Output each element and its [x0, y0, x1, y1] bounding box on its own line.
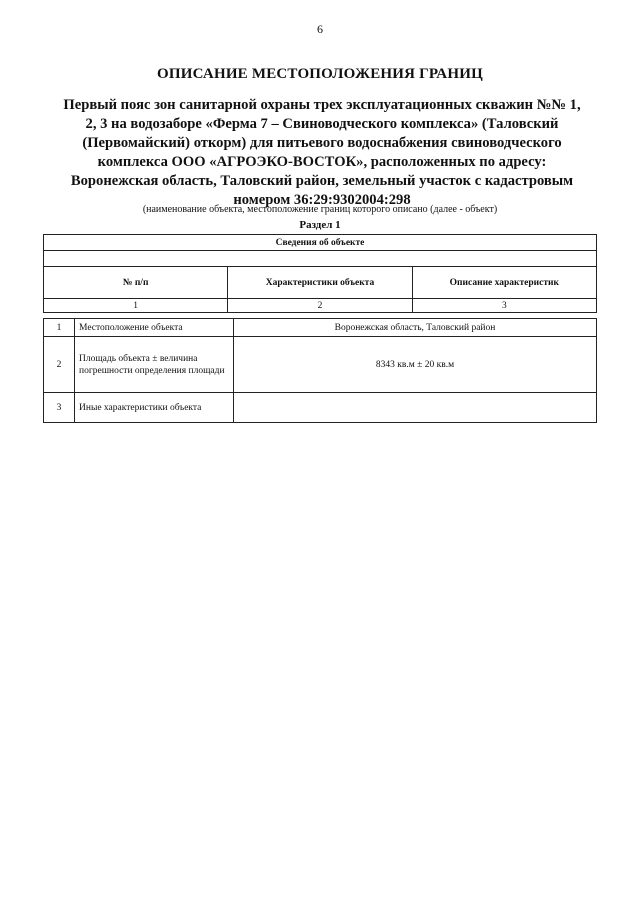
col-header-number: № п/п [44, 267, 228, 299]
row-number: 2 [44, 337, 75, 393]
subtitle-line: Первый пояс зон санитарной охраны трех эксплуатационных скважин №№ 1, [63, 97, 581, 113]
col-header-description: Описание характеристик [412, 267, 596, 299]
row-number: 3 [44, 393, 75, 423]
table-spacer-row [44, 251, 597, 267]
table-row [44, 337, 597, 393]
document-title: ОПИСАНИЕ МЕСТОПОЛОЖЕНИЯ ГРАНИЦ [157, 66, 483, 82]
object-info-table-body [43, 318, 597, 423]
table-row [44, 319, 597, 337]
subtitle-line: Воронежская область, Таловский район, земельный участок с кадастровым [70, 173, 574, 189]
subtitle-line: (Первомайский) откорм) для питьевого водоснабжения свиноводческого [82, 135, 562, 151]
row-number: 1 [44, 319, 75, 337]
section-title: Раздел 1 [299, 219, 341, 231]
col-number-3: 3 [412, 299, 596, 313]
row-characteristic: Местоположение объекта [75, 319, 234, 337]
document-subtitle [44, 96, 600, 210]
object-info-table-header [43, 234, 597, 313]
subtitle-line: номером 36:29:9302004:298 [233, 192, 411, 208]
table-header: Сведения об объекте [44, 235, 597, 251]
row-characteristic: Площадь объекта ± величина погрешности определения площади [75, 337, 234, 393]
subtitle-line: 2, 3 на водозаборе «Ферма 7 – Свиноводческого комплекса» (Таловский [85, 116, 559, 132]
page-number: 6 [317, 22, 323, 36]
col-header-characteristic: Характеристики объекта [228, 267, 412, 299]
row-value: Воронежская область, Таловский район [234, 319, 597, 337]
row-characteristic: Иные характеристики объекта [75, 393, 234, 423]
col-number-1: 1 [44, 299, 228, 313]
row-value [234, 393, 597, 423]
row-value: 8343 кв.м ± 20 кв.м [234, 337, 597, 393]
subtitle-line: комплекса ООО «АГРОЭКО-ВОСТОК», расположенных по адресу: [97, 154, 547, 170]
object-caption: (наименование объекта, местоположение границ которого описано (далее - объект) [142, 204, 498, 215]
table-row [44, 393, 597, 423]
col-number-2: 2 [228, 299, 412, 313]
